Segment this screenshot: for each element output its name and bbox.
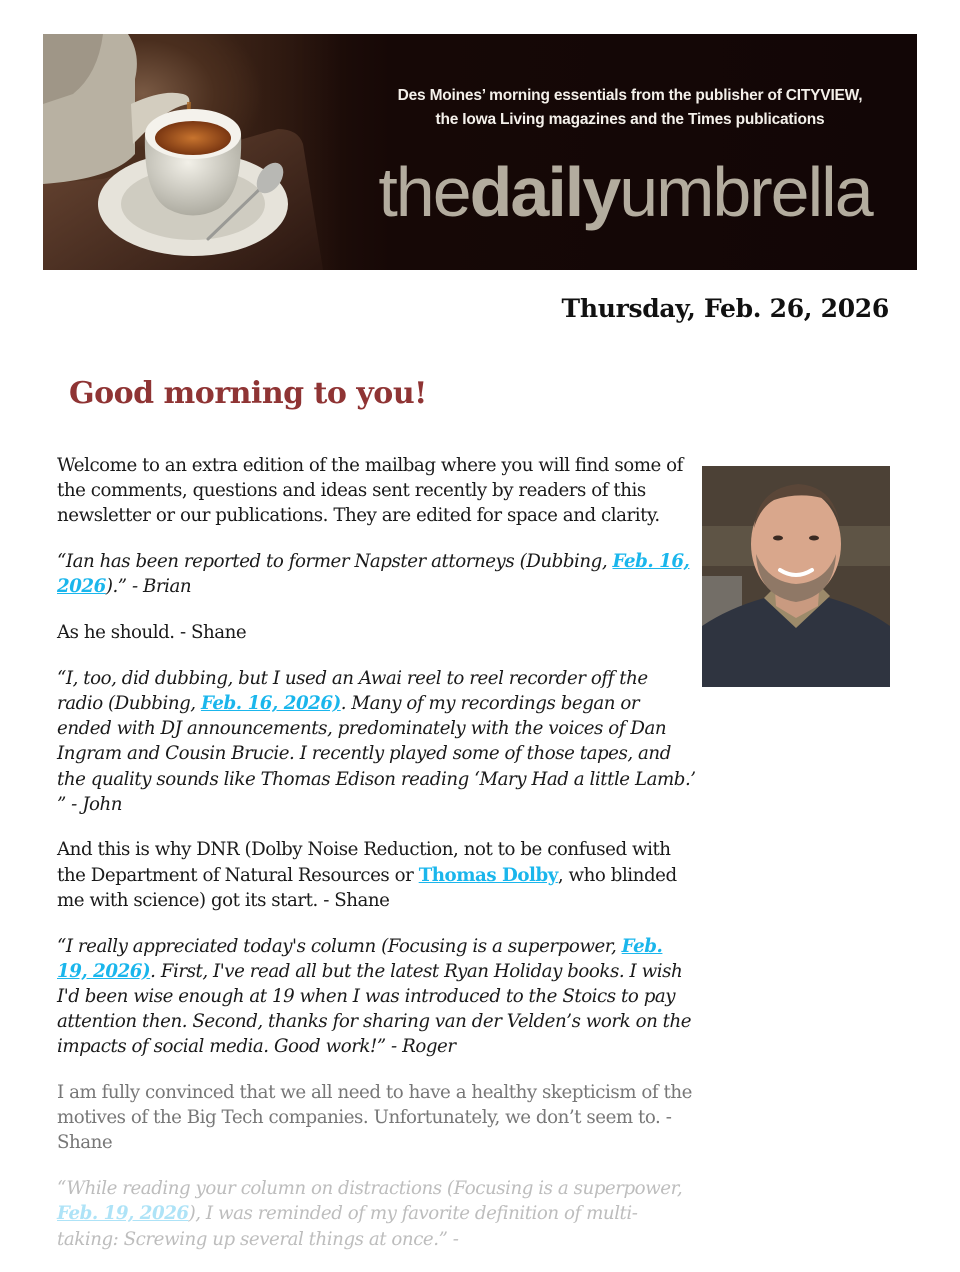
greeting-heading: Good morning to you! <box>69 376 427 411</box>
dubbing-article-link-2[interactable]: Feb. 16, 2026) <box>200 692 341 714</box>
reply-shane-3: I am fully convinced that we all need to have a healthy skepticism of the motives of the Big Tech companies. Unfortunately, we don’t seem to. - Shane <box>57 1082 692 1154</box>
header-banner[interactable] <box>43 34 917 270</box>
issue-date: Thursday, Feb. 26, 2026 <box>561 294 889 323</box>
reply-shane-1: As he should. - Shane <box>57 622 247 644</box>
focusing-article-link-2[interactable]: Feb. 19, 2026 <box>57 1203 189 1225</box>
reader-letter-roger: “I really appreciated today's column (Focusing is a superpower, Feb. 19, 2026). First, I've read all but the latest Ryan Holiday books. I wish I'd been wise enough at 19 when I was introduced to the Stoics to pay attention then. Second, thanks for sharing van der Velden’s work on the impacts of social media. Good work!” - Roger <box>57 935 692 1058</box>
thomas-dolby-link[interactable]: Thomas Dolby <box>418 864 558 886</box>
author-portrait <box>702 466 890 687</box>
dubbing-article-link[interactable]: Feb. 16, 2026 <box>57 551 690 598</box>
reply-shane-2: And this is why DNR (Dolby Noise Reduction, not to be confused with the Department of Natural Resources or Thomas Dolby, who blinded me with science) got its start. - Shane <box>57 839 677 911</box>
reader-letter-john: “I, too, did dubbing, but I used an Awai reel to reel recorder off the radio (Dubbing, Feb. 16, 2026). Many of my recordings began or ended with DJ announcements, predominately with the voices of Dan Ingram and Cousin Brucie. I recently played some of those tapes, and the quality sounds like Thomas Edison reading ‘Mary Had a little Lamb.’ ” - John <box>57 667 696 815</box>
focusing-article-link[interactable]: Feb. 19, 2026) <box>57 935 663 982</box>
reader-letter-distractions: “While reading your column on distractions (Focusing is a superpower, Feb. 19, 2026), I was reminded of my favorite definition of multi-taking: Screwing up several things at once.” - <box>57 1178 683 1250</box>
logo-daily: daily <box>469 153 620 231</box>
logo-the: the <box>378 153 470 231</box>
logo-umbrella: umbrella <box>619 153 872 231</box>
reader-letter-brian: “Ian has been reported to former Napster attorneys (Dubbing, Feb. 16, 2026).” - Brian <box>57 551 690 598</box>
daily-umbrella-logo[interactable] <box>355 152 895 232</box>
tagline-line-1: Des Moines’ morning essentials from the publisher of CITYVIEW, <box>397 87 863 104</box>
banner-tagline <box>343 84 917 132</box>
intro-paragraph: Welcome to an extra edition of the mailbag where you will find some of the comments, questions and ideas sent recently by readers of this newsletter or our publications. They are edited for space and clarity. <box>57 455 683 527</box>
tagline-line-2: the Iowa Living magazines and the Times publications <box>435 111 825 128</box>
mailbag-body <box>57 453 697 1272</box>
teapot-photo <box>43 34 343 270</box>
